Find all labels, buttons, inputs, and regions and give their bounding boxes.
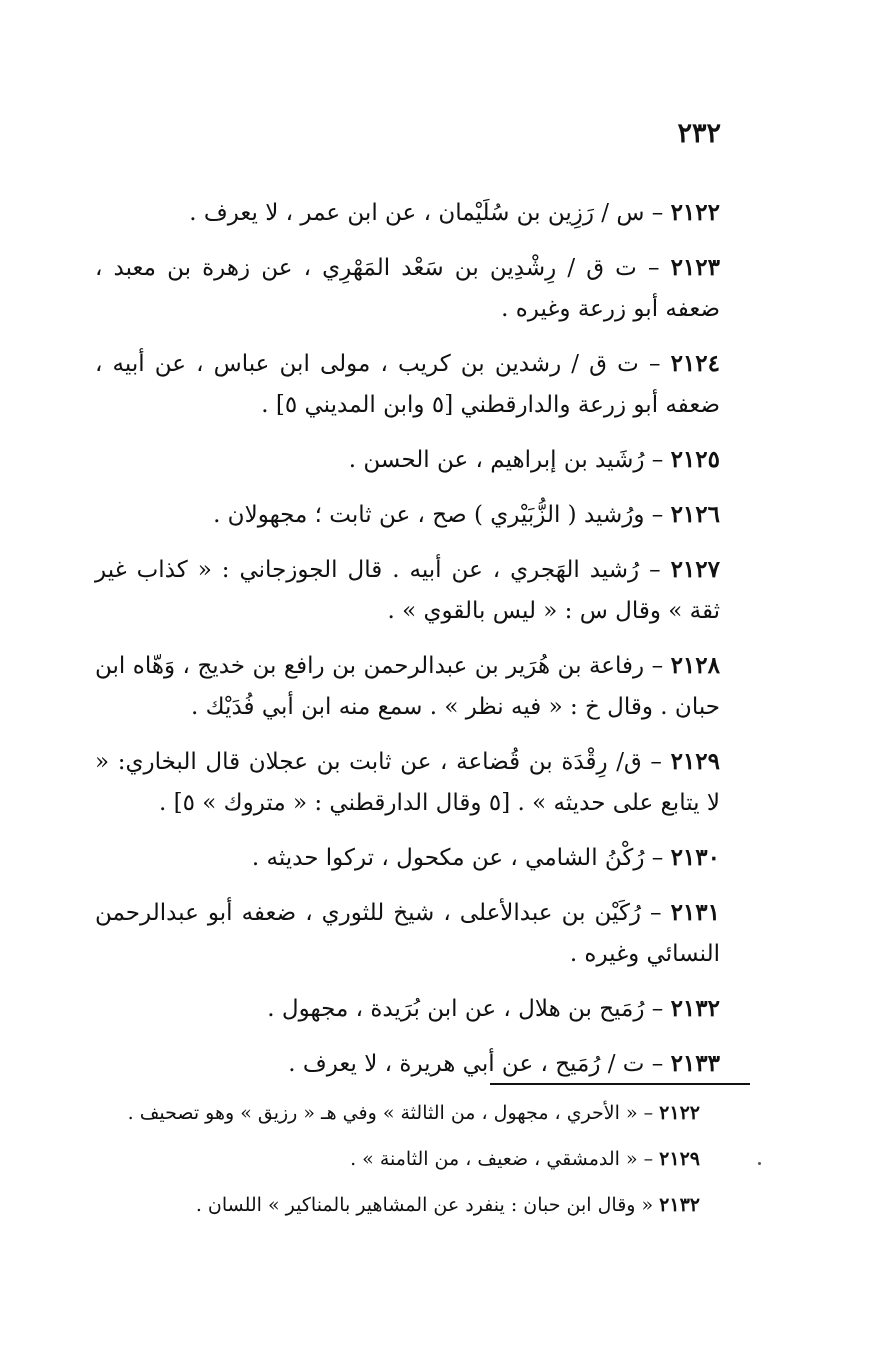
footnote-text: – « الدمشقي ، ضعيف ، من الثامنة » . — [350, 1148, 660, 1170]
entry — [95, 494, 720, 536]
footnote — [95, 1100, 700, 1127]
entry-text: – رُمَيح بن هلال ، عن ابن بُرَيدة ، مجهول . — [267, 996, 671, 1022]
entry-number: ٢١٣٠ — [670, 844, 720, 871]
entry-text: – رُشَيد بن إبراهيم ، عن الحسن . — [348, 447, 671, 473]
entry — [95, 988, 720, 1030]
entry-number: ٢١٢٧ — [670, 556, 720, 583]
entry-text: – رُكَيْن بن عبدالأعلى ، شيخ للثوري ، ضعفه أبو عبدالرحمن النسائي وغيره . — [95, 900, 720, 967]
entry-number: ٢١٢٥ — [670, 446, 720, 473]
entry-text: – ق/ رِقْدَة بن قُضاعة ، عن ثابت بن عجلان قال البخاري: « لا يتابع على حديثه » . [٥ وقال الدارقطني : « متروك » ٥] . — [95, 749, 720, 816]
footnote — [95, 1146, 700, 1173]
entry-number: ٢١٢٦ — [670, 501, 720, 528]
footnotes — [95, 1100, 700, 1238]
entry-number: ٢١٣٣ — [670, 1050, 720, 1077]
entry-number: ٢١٣٢ — [670, 995, 720, 1022]
footnote-number: ٢١٢٢ — [659, 1102, 700, 1124]
footnote-number: ٢١٣٢ — [659, 1194, 700, 1216]
entry — [95, 247, 720, 330]
entry — [95, 439, 720, 481]
entry — [95, 892, 720, 975]
entry — [95, 837, 720, 879]
entry-number: ٢١٢٨ — [670, 652, 720, 679]
entry-number: ٢١٢٤ — [670, 350, 720, 377]
footnote — [95, 1192, 700, 1219]
entry-number: ٢١٣١ — [670, 899, 720, 926]
entry-text: – ت / رُمَيح ، عن أبي هريرة ، لا يعرف . — [288, 1051, 671, 1077]
footnote-divider — [490, 1083, 750, 1085]
entry — [95, 1043, 720, 1085]
footnote-number: ٢١٢٩ — [659, 1148, 700, 1170]
ink-speck — [758, 1162, 761, 1165]
entry — [95, 645, 720, 728]
entry-text: – رُشيد الهَجري ، عن أبيه . قال الجوزجاني : « كذاب غير ثقة » وقال س : « ليس بالقوي » . — [95, 557, 720, 624]
entry-number: ٢١٢٩ — [670, 748, 720, 775]
page-number: ٢٣٢ — [677, 118, 721, 149]
entry-text: – رُكْنُ الشامي ، عن مكحول ، تركوا حديثه . — [251, 845, 671, 871]
entry — [95, 549, 720, 632]
entry-number: ٢١٢٣ — [670, 254, 720, 281]
entry — [95, 741, 720, 824]
entry-text: – ت ق / رِشْدِين بن سَعْد المَهْرِي ، عن زهرة بن معبد ، ضعفه أبو زرعة وغيره . — [95, 255, 720, 322]
entry — [95, 192, 720, 234]
entry-text: – رفاعة بن هُرَير بن عبدالرحمن بن رافع بن خديج ، وَهّاه ابن حبان . وقال خ : « فيه نظر » . سمع منه ابن أبي فُدَيْك . — [95, 653, 720, 720]
entry — [95, 343, 720, 426]
footnote-text: « وقال ابن حبان : ينفرد عن المشاهير بالمناكير » اللسان . — [195, 1194, 660, 1216]
entry-text: – ت ق / رشدين بن كريب ، مولى ابن عباس ، عن أبيه ، ضعفه أبو زرعة والدارقطني [٥ وابن المديني ٥] . — [95, 351, 720, 418]
footnote-text: – « الأحري ، مجهول ، من الثالثة » وفي هـ « رزيق » وهو تصحيف . — [127, 1102, 660, 1124]
entry-text: – ورُشيد ( الزُّبَيْري ) صح ، عن ثابت ؛ مجهولان . — [213, 502, 671, 528]
entry-number: ٢١٢٢ — [670, 199, 720, 226]
entry-text: – س / رَزِين بن سُلَيْمان ، عن ابن عمر ، لا يعرف . — [189, 200, 671, 226]
entries-list — [95, 192, 720, 1098]
